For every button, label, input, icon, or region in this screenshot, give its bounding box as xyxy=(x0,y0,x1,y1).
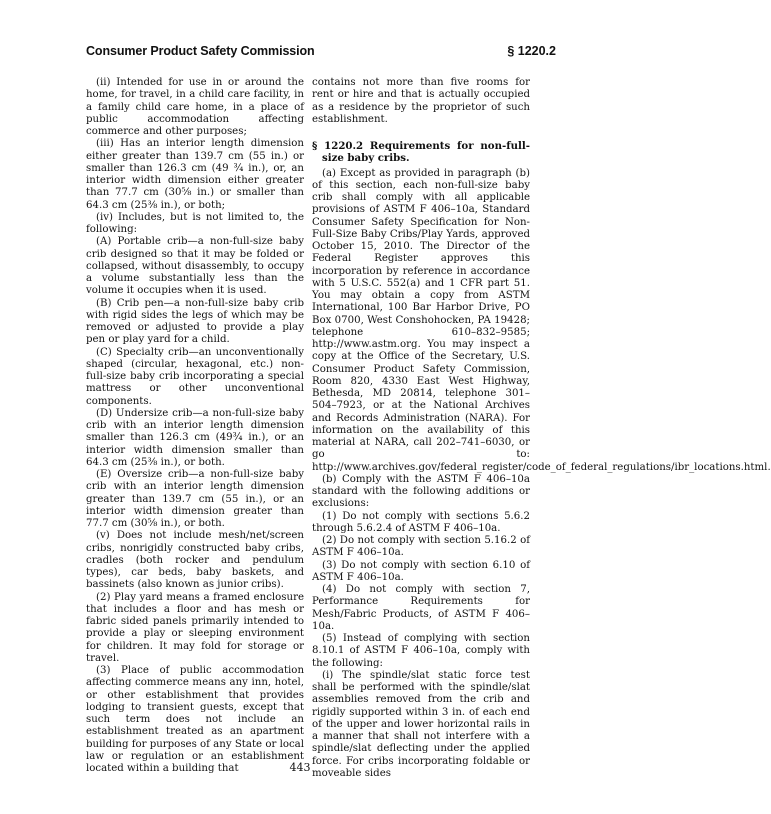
paragraph: (b) Comply with the ASTM F 406–10a standard with the following additions or exclusions: xyxy=(312,473,530,510)
running-title: Consumer Product Safety Commission xyxy=(86,44,315,58)
paragraph: (3) Place of public accommodation affecting commerce means any inn, hotel, or other establishment that provides lodging to transient guests, except that such term does not include an establishment treated as an apartment building for purposes of any State or local law or regulation or an establishment located within a building that xyxy=(86,665,304,774)
paragraph: (B) Crib pen—a non-full-size baby crib with rigid sides the legs of which may be removed or adjusted to provide a play pen or play yard for a child. xyxy=(86,297,304,346)
section-number: § 1220.2 xyxy=(507,44,556,58)
paragraph: (2) Do not comply with section 5.16.2 of ASTM F 406–10a. xyxy=(312,535,530,559)
right-column xyxy=(312,77,771,780)
paragraph: (iii) Has an interior length dimension either greater than 139.7 cm (55 in.) or smaller than 126.3 cm (49 ¾ in.), or, an interior width dimension either greater than 77.7 cm (30⅝ in.) or smaller than 64.3 cm (25⅜ in.), or both; xyxy=(86,138,304,211)
paragraph: (1) Do not comply with sections 5.6.2 through 5.6.2.4 of ASTM F 406–10a. xyxy=(312,510,530,534)
page-number: 443 xyxy=(289,761,311,774)
paragraph: (ii) Intended for use in or around the home, for travel, in a child care facility, in a family child care home, in a place of public accommodation affecting commerce and other purposes; xyxy=(86,77,304,137)
left-column xyxy=(86,77,304,775)
paragraph: (iv) Includes, but is not limited to, the following: xyxy=(86,211,304,235)
paragraph: (D) Undersize crib—a non-full-size baby crib with an interior length dimension smaller than 126.3 cm (49¾ in.), or an interior width dimension smaller than 64.3 cm (25⅜ in.), or both. xyxy=(86,407,304,468)
continuation-paragraph: contains not more than five rooms for rent or hire and that is actually occupied as a residence by the proprietor of such establishment. xyxy=(312,77,530,125)
paragraph: (5) Instead of complying with section 8.10.1 of ASTM F 406–10a, comply with the following: xyxy=(312,633,530,669)
paragraph: (i) The spindle/slat static force test shall be performed with the spindle/slat assemblies removed from the crib and rigidly supported within 3 in. of each end of the upper and lower horizontal rails in a manner that shall not interfere with a spindle/slat deflecting under the applied force. For cribs incorporating foldable or moveable sides xyxy=(312,669,530,779)
paragraph: (v) Does not include mesh/net/screen cribs, nonrigidly constructed baby cribs, cradles (both rocker and pendulum types), car beds, baby baskets, and bassinets (also known as junior cribs). xyxy=(86,530,304,591)
paragraph: (a) Except as provided in paragraph (b) of this section, each non-full-size baby crib shall comply with all applicable provisions of ASTM F 406–10a, Standard Consumer Safety Specification for Non-Full-Size Baby Cribs/Play Yards, approved October 15, 2010. The Director of the Federal Register approves this incorporation by reference in accordance with 5 U.S.C. 552(a) and 1 CFR part 51. You may obtain a copy from ASTM International, 100 Bar Harbor Drive, PO Box 0700, West Conshohocken, PA 19428; telephone 610–832–9585; http://www.astm.org. You may inspect a copy at the Office of the Secretary, U.S. Consumer Product Safety Commission, Room 820, 4330 East West Highway, Bethesda, MD 20814, telephone 301–504–7923, or at the National Archives and Records Administration (NARA). For information on the availability of this material at NARA, call 202–741–6030, or go to: http://www.archives.gov/federal_register/code_of_federal_regulations/ibr_locations.html. xyxy=(312,167,771,473)
paragraph: (A) Portable crib—a non-full-size baby crib designed so that it may be folded or collapsed, without disassembly, to occupy a volume substantially less than the volume it occupies when it is used. xyxy=(86,236,304,297)
paragraph: (E) Oversize crib—a non-full-size baby crib with an interior length dimension greater than 139.7 cm (55 in.), or an interior width dimension greater than 77.7 cm (30⅝ in.), or both. xyxy=(86,469,304,529)
page-header xyxy=(86,44,556,60)
paragraph: (2) Play yard means a framed enclosure that includes a floor and has mesh or fabric sided panels primarily intended to provide a play or sleeping environment for children. It may fold for storage or travel. xyxy=(86,591,304,664)
section-heading: § 1220.2 Requirements for non-full-size baby cribs. xyxy=(312,140,530,165)
paragraph: (4) Do not comply with section 7, Performance Requirements for Mesh/Fabric Products, of ASTM F 406–10a. xyxy=(312,584,530,632)
paragraph: (3) Do not comply with section 6.10 of ASTM F 406–10a. xyxy=(312,559,530,583)
paragraph: (C) Specialty crib—an unconventionally shaped (circular, hexagonal, etc.) non-full-size baby crib incorporating a special mattress or other unconventional components. xyxy=(86,346,304,407)
